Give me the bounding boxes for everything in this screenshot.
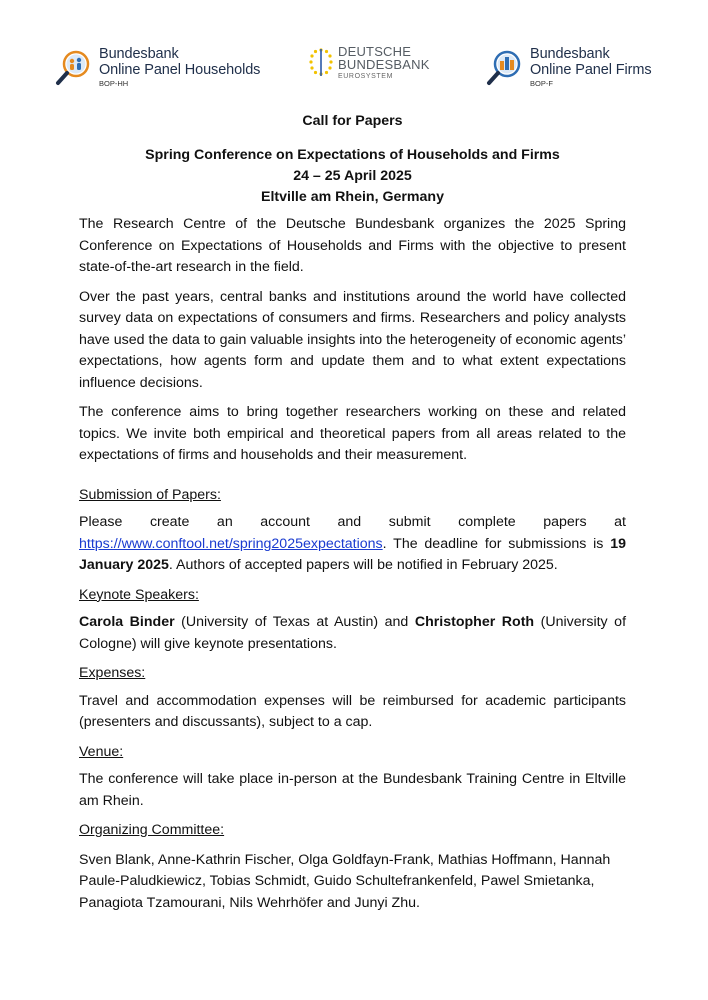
eurosystem-stars-icon <box>309 45 333 81</box>
logo-db-line2: BUNDESBANK <box>338 57 430 72</box>
logo-bf-line1: Bundesbank <box>530 46 610 62</box>
venue-heading: Venue: <box>79 743 124 760</box>
document-body <box>79 111 626 914</box>
submission-deadline: 19 January 2025 <box>79 535 626 573</box>
submission-text-after: . Authors of accepted papers will be notified in February 2025. <box>168 557 558 573</box>
submission-heading: Submission of Papers: <box>79 486 221 503</box>
logo-db-line3: EUROSYSTEM <box>338 73 394 80</box>
logo-db-line1: DEUTSCHE <box>338 44 412 59</box>
logo-bop-f <box>486 46 652 89</box>
submission-text-mid: . The deadline for submissions is <box>382 535 611 552</box>
conference-title: Spring Conference on Expectations of Households and Firms <box>145 147 560 163</box>
logo-bop-hh <box>55 46 260 89</box>
conference-dates: 24 – 25 April 2025 <box>293 168 412 184</box>
intro-paragraph-2: Over the past years, central banks and institutions around the world have collected survey data on expectations of consumers and firms. Researchers and policy analysts have used the data to gain valuable insights into the heterogeneity of economic agents’ expectations, how agents form and update them and to what extent expectations influence decisions. <box>79 288 626 391</box>
keynote-affil-2: (University of Cologne) will give keynote presentations. <box>79 614 627 652</box>
submission-paragraph <box>79 512 626 577</box>
committee-list <box>79 850 626 915</box>
submission-text-before: Please create an account and submit complete papers at <box>79 514 626 530</box>
logo-bar <box>0 0 708 100</box>
conference-header <box>79 145 626 208</box>
call-for-papers-heading: Call for Papers <box>302 113 403 129</box>
conference-location: Eltville am Rhein, Germany <box>261 189 444 205</box>
keynote-speaker-2: Christopher Roth <box>414 614 535 630</box>
logo-hh-line2: Online Panel Households <box>99 62 261 78</box>
expenses-paragraph: Travel and accommodation expenses will be reimbursed for academic participants (presenters and discussants), subject to a cap. <box>79 692 626 730</box>
logo-bf-line3: BOP-F <box>530 79 553 88</box>
logo-hh-line1: Bundesbank <box>99 46 179 62</box>
intro-paragraph-3: The conference aims to bring together researchers working on these and related topics. We invite both empirical and theoretical papers from all areas related to the expectations of firms and households and their measurement. <box>79 404 626 463</box>
intro-paragraph-1: The Research Centre of the Deutsche Bundesbank organizes the 2025 Spring Conference on Expectations of Households and Firms with the objective to present state-of-the-art research in the field. <box>79 216 626 275</box>
committee-line-1: Sven Blank, Anne-Kathrin Fischer, Olga Goldfayn-Frank, Mathias Hoffmann, Hannah <box>79 851 611 868</box>
committee-line-2: Paule-Paludkiewicz, Tobias Schmidt, Guido Schultefrankenfeld, Pawel Smietanka, <box>79 873 595 889</box>
keynote-affil-1: (University of Texas at Austin) and <box>174 614 415 630</box>
venue-paragraph: The conference will take place in-person at the Bundesbank Training Centre in Eltville am Rhein. <box>79 771 626 809</box>
keynote-heading: Keynote Speakers: <box>79 586 199 603</box>
committee-heading: Organizing Committee: <box>79 822 225 838</box>
conftool-link[interactable]: https://www.conftool.net/spring2025expectations <box>79 535 383 552</box>
magnifier-buildings-icon <box>486 49 526 87</box>
logo-hh-line3: BOP-HH <box>99 79 129 88</box>
committee-line-3: Panagiota Tzamourani, Nils Wehrhöfer and Junyi Zhu. <box>79 894 420 911</box>
magnifier-people-icon <box>55 49 95 87</box>
keynote-speaker-1: Carola Binder <box>79 614 175 630</box>
expenses-heading: Expenses: <box>79 665 146 681</box>
logo-bf-line2: Online Panel Firms <box>530 62 652 78</box>
keynote-paragraph <box>79 612 626 655</box>
logo-deutsche-bundesbank <box>309 45 430 81</box>
